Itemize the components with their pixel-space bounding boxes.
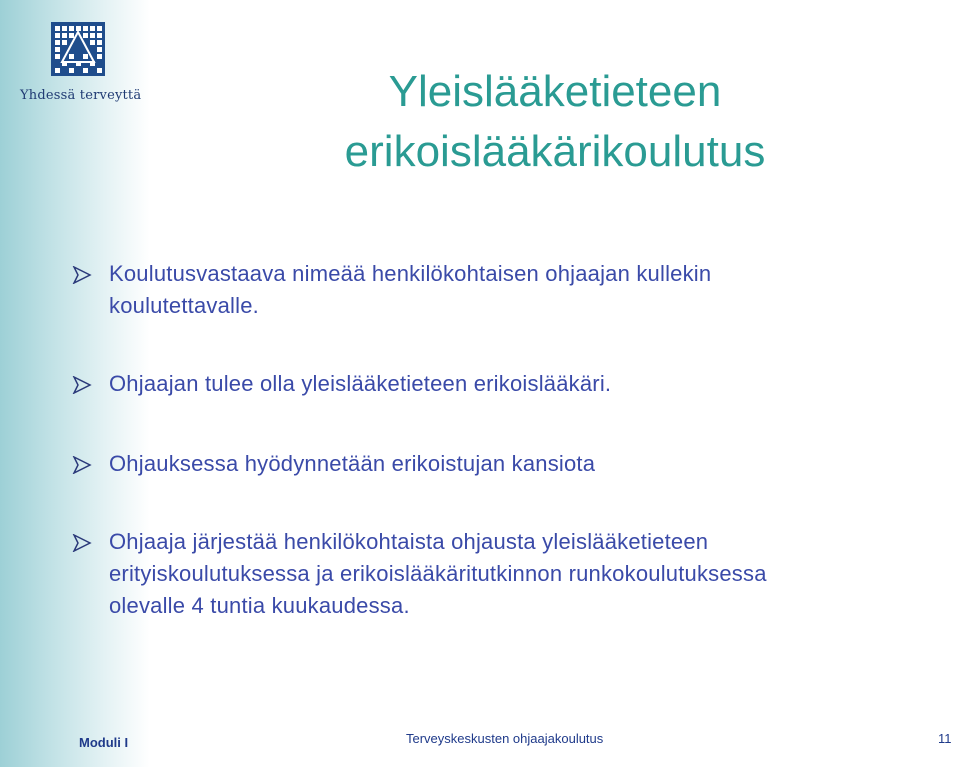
arrowhead-bullet-icon xyxy=(72,266,92,284)
slide-title xyxy=(150,62,960,182)
bullet-text: Ohjaajan tulee olla yleislääketieteen erikoislääkäri. xyxy=(109,371,612,396)
title-line-1: Yleislääketieteen xyxy=(388,67,722,116)
title-line-2: erikoislääkärikoulutus xyxy=(344,127,766,176)
bullet-text: Koulutusvastaava nimeää henkilökohtaisen ohjaajan kullekin koulutettavalle. xyxy=(109,261,712,318)
footer-module-label: Moduli I xyxy=(79,735,129,750)
bullet-text: Ohjauksessa hyödynnetään erikoistujan kansiota xyxy=(109,451,596,476)
footer-course-title: Terveyskeskusten ohjaajakoulutus xyxy=(406,731,604,746)
arrowhead-bullet-icon xyxy=(72,456,92,474)
arrowhead-bullet-icon xyxy=(72,534,92,552)
logo-text: Yhdessä terveyttä xyxy=(20,88,142,103)
bullet-text: Ohjaaja järjestää henkilökohtaista ohjausta yleislääketieteen erityiskoulutuksessa ja erikoislääkäritutkinnon runkokoulutuksessa olevalle 4 tuntia kuukaudessa. xyxy=(109,529,767,618)
pyramid-grid-logo-icon xyxy=(51,22,105,76)
logo xyxy=(0,0,150,110)
arrowhead-bullet-icon xyxy=(72,376,92,394)
page-number: 11 xyxy=(938,731,952,746)
